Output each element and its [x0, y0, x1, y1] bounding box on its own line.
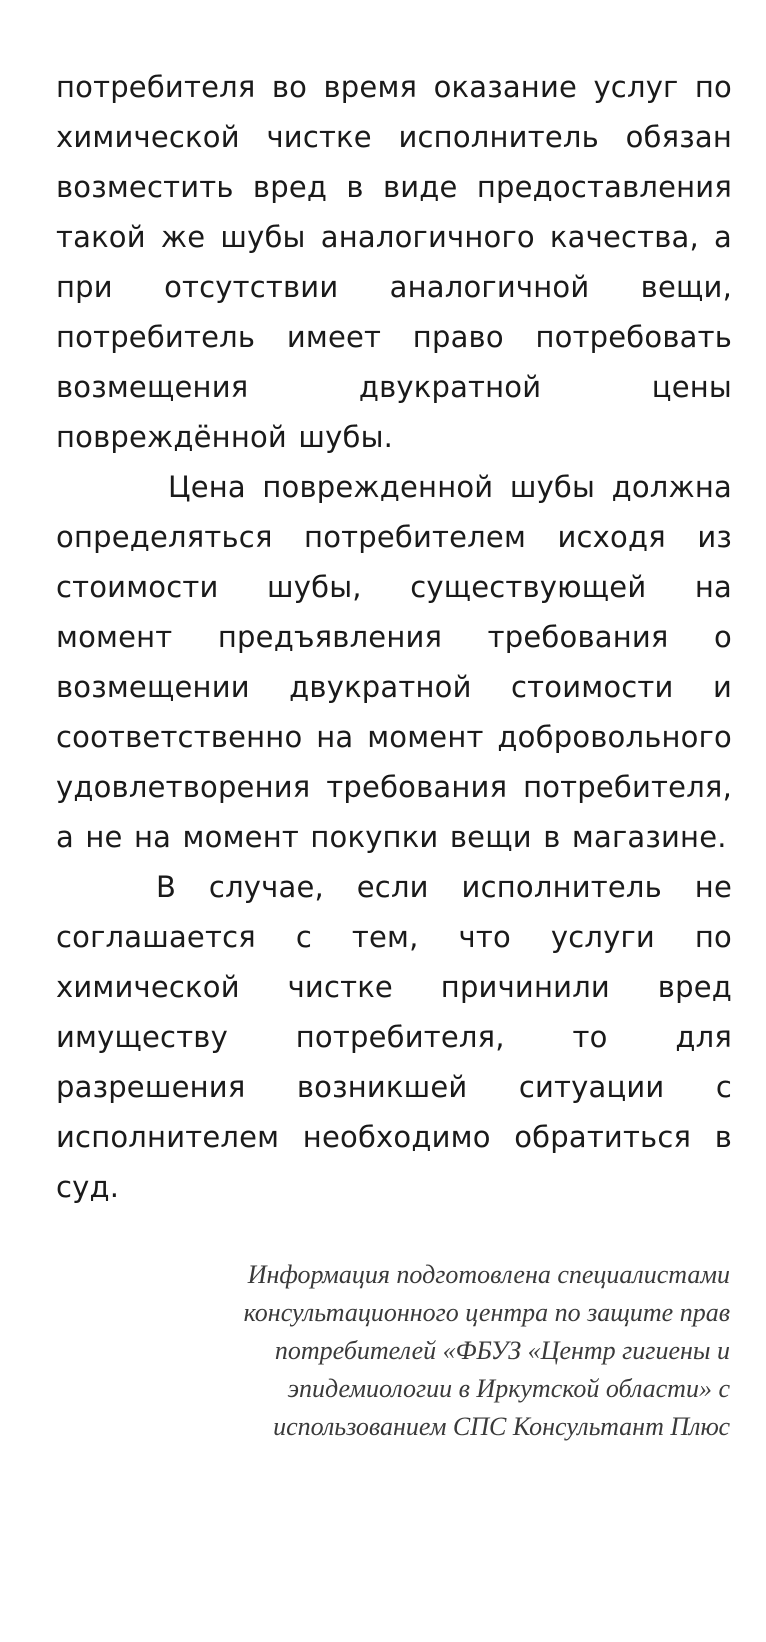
- footnote-line: консультационного центра по защите прав: [243, 1298, 730, 1327]
- paragraph-3: В случае, если исполнитель не соглашается с тем, что услуги по химической чистке причинили вред имуществу потребителя, то для разрешения возникшей ситуации с исполнителем необходимо обратиться в суд.: [56, 870, 732, 1204]
- source-footnote: [170, 1256, 730, 1446]
- footnote-line: использованием СПС Консультант Плюс: [273, 1412, 730, 1441]
- document-body: [56, 62, 732, 1212]
- footnote-line: Информация подготовлена специалистами: [247, 1260, 730, 1289]
- footnote-line: потребителей «ФБУЗ «Центр гигиены и: [274, 1336, 730, 1365]
- paragraph-1: потребителя во время оказание услуг по химической чистке исполнитель обязан возместить вред в виде предоставления такой же шубы аналогичного качества, а при отсутствии аналогичной вещи, потребитель имеет право потребовать возмещения двукратной цены повреждённой шубы.: [56, 70, 732, 454]
- footnote-line: эпидемиологии в Иркутской области» с: [287, 1374, 730, 1403]
- paragraph-2: Цена поврежденной шубы должна определяться потребителем исходя из стоимости шубы, существующей на момент предъявления требования о возмещении двукратной стоимости и соответственно на момент добровольного удовлетворения требования потребителя, а не на момент покупки вещи в магазине.: [56, 470, 732, 854]
